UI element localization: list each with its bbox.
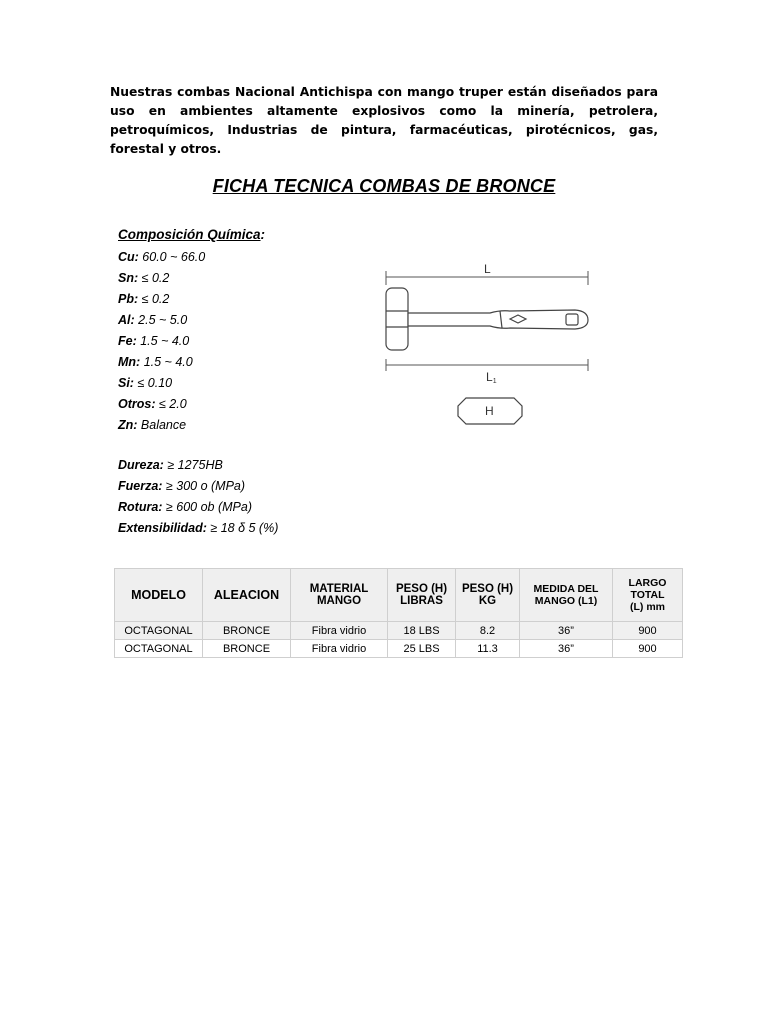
mechanical-properties-list [118, 455, 278, 539]
header-text: MODELO [131, 588, 186, 602]
col-medida-mango [520, 569, 613, 622]
composition-list [118, 247, 205, 436]
dimension-label-l1-main: L [486, 370, 493, 384]
header-text: PESO (H) [461, 583, 514, 595]
header-text: LIBRAS [400, 595, 443, 607]
table-cell: BRONCE [203, 640, 291, 658]
specs-table [114, 568, 683, 658]
composition-item [118, 331, 205, 352]
composition-item [118, 310, 205, 331]
property-label: Dureza: [118, 458, 164, 472]
element-label: Si: [118, 376, 134, 390]
page-title: FICHA TECNICA COMBAS DE BRONCE [212, 176, 556, 196]
dimension-label-l: L [484, 262, 491, 276]
col-modelo [115, 569, 203, 622]
sledgehammer-diagram [380, 255, 595, 430]
composition-heading-colon: : [260, 227, 266, 242]
table-cell: 900 [613, 622, 683, 640]
col-material-mango [291, 569, 388, 622]
col-peso-libras [388, 569, 456, 622]
table-cell: Fibra vidrio [291, 622, 388, 640]
table-cell: 18 LBS [388, 622, 456, 640]
header-text: MANGO (L1) [534, 595, 598, 607]
property-item [118, 518, 278, 539]
element-value: 1.5 ~ 4.0 [140, 355, 193, 369]
table-row [115, 622, 683, 640]
table-cell: OCTAGONAL [115, 640, 203, 658]
table-cell: 900 [613, 640, 683, 658]
property-label: Rotura: [118, 500, 163, 514]
header-text: MANGO [316, 595, 362, 607]
table-cell: OCTAGONAL [115, 622, 203, 640]
element-value: ≤ 0.2 [138, 271, 170, 285]
header-text: KG [478, 595, 497, 607]
col-aleacion [203, 569, 291, 622]
header-text: ALEACION [213, 588, 280, 602]
property-item [118, 497, 278, 518]
header-text: (L) mm [630, 601, 665, 613]
col-largo-total [613, 569, 683, 622]
intro-paragraph: Nuestras combas Nacional Antichispa con mango truper están diseñados para uso en ambientes altamente explosivos como la minería, petrolera, petroquímicos, Industrias de pintura, farmacéuticas, pirotécnicos, gas, forestal y otros. [110, 85, 658, 156]
table-cell: 25 LBS [388, 640, 456, 658]
header-text: LARGO TOTAL [628, 577, 667, 601]
property-label: Fuerza: [118, 479, 163, 493]
property-label: Extensibilidad: [118, 521, 207, 535]
element-label: Otros: [118, 397, 156, 411]
composition-item [118, 268, 205, 289]
element-value: 2.5 ~ 5.0 [134, 313, 188, 327]
element-value: 1.5 ~ 4.0 [136, 334, 190, 348]
table-row [115, 640, 683, 658]
table-header-row [115, 569, 683, 622]
element-value: 60.0 ~ 66.0 [138, 250, 206, 264]
composition-heading [118, 227, 265, 242]
table-cell: Fibra vidrio [291, 640, 388, 658]
table-cell: BRONCE [203, 622, 291, 640]
table-cell: 36” [520, 640, 613, 658]
hammer-head-side-icon [386, 288, 408, 350]
table-cell: 36” [520, 622, 613, 640]
composition-item [118, 394, 205, 415]
composition-item [118, 373, 205, 394]
table-cell: 11.3 [456, 640, 520, 658]
property-item [118, 476, 278, 497]
element-label: Al: [118, 313, 135, 327]
property-value: ≥ 300 o (MPa) [162, 479, 246, 493]
property-value: ≥ 18 δ 5 (%) [206, 521, 279, 535]
composition-item [118, 415, 205, 436]
header-text: MEDIDA DEL [533, 583, 599, 595]
element-label: Pb: [118, 292, 139, 306]
property-value: ≥ 1275HB [163, 458, 223, 472]
element-label: Sn: [118, 271, 139, 285]
header-text: PESO (H) [395, 583, 448, 595]
composition-item [118, 352, 205, 373]
dimension-label-h: H [485, 404, 494, 418]
element-label: Zn: [118, 418, 138, 432]
table-cell: 8.2 [456, 622, 520, 640]
element-value: ≤ 0.10 [133, 376, 173, 390]
header-text: MATERIAL [309, 583, 369, 595]
property-value: ≥ 600 ob (MPa) [162, 500, 252, 514]
element-value: ≤ 2.0 [155, 397, 187, 411]
element-label: Cu: [118, 250, 139, 264]
element-label: Mn: [118, 355, 141, 369]
composition-heading-text: Composición Química [118, 227, 261, 242]
composition-item [118, 289, 205, 310]
hammer-handle-icon [408, 310, 588, 329]
composition-item [118, 247, 205, 268]
dimension-label-l1-sub: 1 [492, 378, 497, 385]
dimension-label-l1 [486, 370, 497, 385]
element-value: ≤ 0.2 [138, 292, 170, 306]
property-item [118, 455, 278, 476]
element-label: Fe: [118, 334, 137, 348]
element-value: Balance [137, 418, 187, 432]
col-peso-kg [456, 569, 520, 622]
